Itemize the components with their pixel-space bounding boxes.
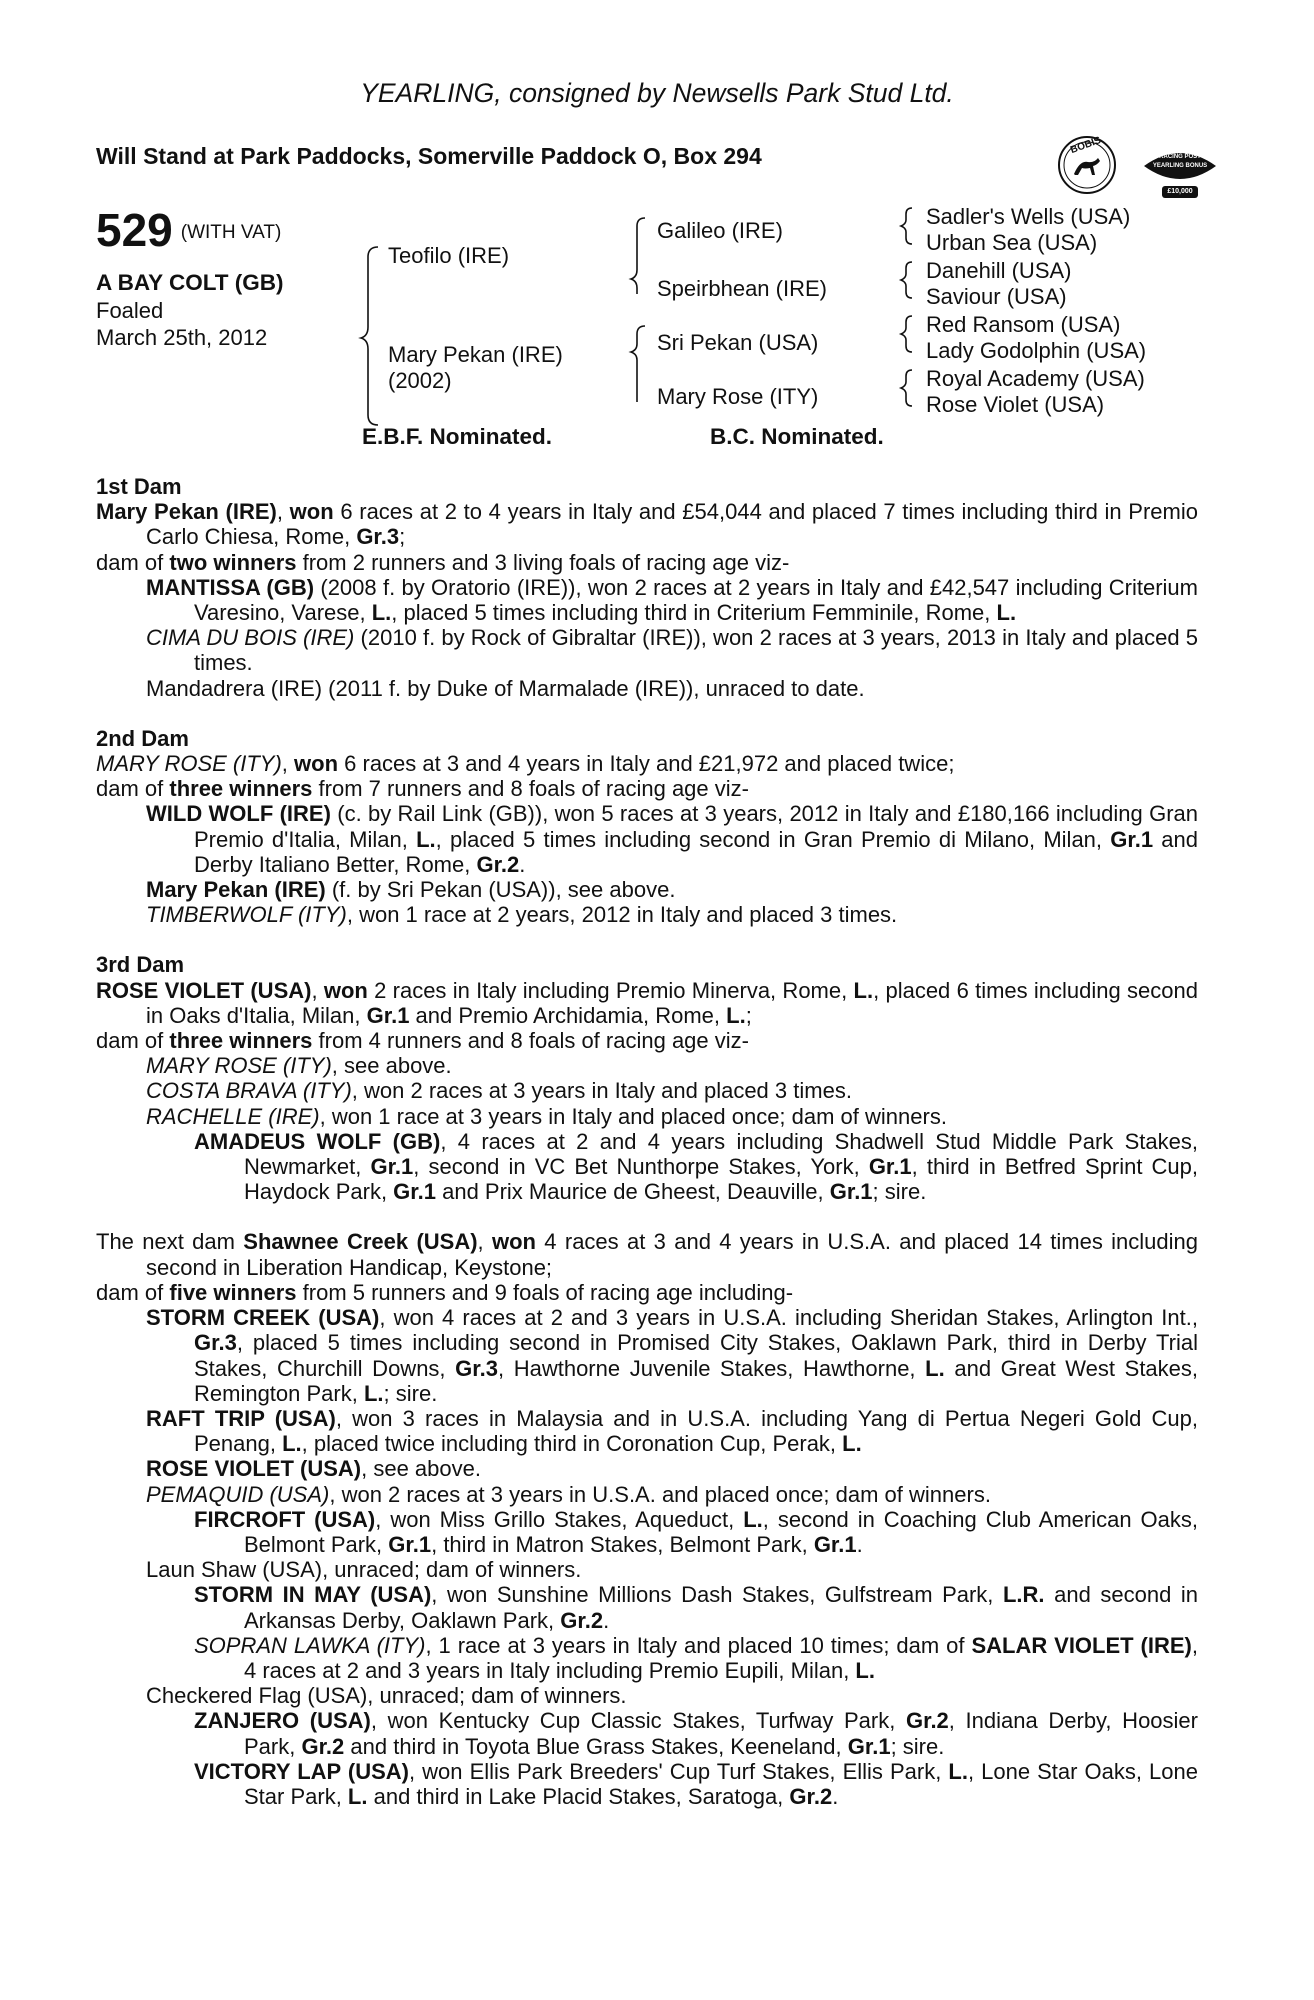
catalogue-body <box>96 474 1198 1809</box>
pedigree-dss: Red Ransom (USA) <box>926 312 1121 337</box>
pedigree-ssd: Urban Sea (USA) <box>926 230 1098 255</box>
dam4-offspring-rose-violet: ROSE VIOLET (USA), see above. <box>146 1456 481 1482</box>
dam1-heading: 1st Dam <box>96 474 182 499</box>
pedigree-sds: Danehill (USA) <box>926 258 1072 283</box>
dam3-offspring-2: COSTA BRAVA (ITY), won 2 races at 3 years in Italy and placed 3 times. <box>146 1078 852 1104</box>
lot-vat: (WITH VAT) <box>180 222 282 243</box>
pedigree-dam-year: (2002) <box>388 368 452 393</box>
dam1-record: Mary Pekan (IRE), won 6 races at 2 to 4 years in Italy and £54,044 and placed 7 times including third in Premio Carlo Chiesa, Rome, Gr.3; <box>96 499 1198 550</box>
dam4-grandoffspring-zanjero: ZANJERO (USA), won Kentucky Cup Classic Stakes, Turfway Park, Gr.2, Indiana Derby, Hoosier Park, Gr.2 and third in Toyota Blue Grass Stakes, Keeneland, Gr.1; sire. <box>194 1708 1198 1759</box>
lot-number: 529 <box>96 204 173 256</box>
pedigree-sire-dam: Speirbhean (IRE) <box>657 276 827 301</box>
dam4-record: The next dam Shawnee Creek (USA), won 4 races at 3 and 4 years in U.S.A. and placed 14 times including second in Liberation Handicap, Keystone; <box>96 1229 1198 1280</box>
lot-description: A BAY COLT (GB) <box>96 270 284 295</box>
dam2-offspring-2: Mary Pekan (IRE) (f. by Sri Pekan (USA)), see above. <box>146 877 676 903</box>
dam1-offspring-2: CIMA DU BOIS (IRE) (2010 f. by Rock of Gibraltar (IRE)), won 2 races at 3 years, 2013 in Italy and placed 5 times. <box>146 625 1198 676</box>
dam3-offspring-3: RACHELLE (IRE), won 1 race at 3 years in Italy and placed once; dam of winners. <box>146 1103 947 1129</box>
dam3-record: ROSE VIOLET (USA), won 2 races in Italy including Premio Minerva, Rome, L., placed 6 times including second in Oaks d'Italia, Milan, Gr.1 and Premio Archidamia, Rome, L.; <box>96 977 1198 1028</box>
dam4-offspring-storm-creek: STORM CREEK (USA), won 4 races at 2 and 3 years in U.S.A. including Sheridan Stakes, Arlington Int., Gr.3, placed 5 times including second in Promised City Stakes, Oaklawn Park, third in Derby Trial Stakes, Churchill Downs, Gr.3, Hawthorne Juvenile Stakes, Hawthorne, L. and Great West Stakes, Remington Park, L.; sire. <box>146 1305 1199 1406</box>
pedigree-dam: Mary Pekan (IRE) <box>388 342 563 367</box>
dam3-grandoffspring-1: AMADEUS WOLF (GB), 4 races at 2 and 4 years including Shadwell Stud Middle Park Stakes, Newmarket, Gr.1, second in VC Bet Nunthorpe Stakes, York, Gr.1, third in Betfred Sprint Cup, Haydock Park, Gr.1 and Prix Maurice de Gheest, Deauville, Gr.1; sire. <box>194 1128 1198 1205</box>
dam4-offspring-raft-trip: RAFT TRIP (USA), won 3 races in Malaysia and in U.S.A. including Yang di Pertua Negeri Gold Cup, Penang, L., placed twice including third in Coronation Cup, Perak, L. <box>146 1405 1198 1457</box>
foaled-label: Foaled <box>96 298 164 323</box>
dam4-grandoffspring-storm-in-may: STORM IN MAY (USA), won Sunshine Millions Dash Stakes, Gulfstream Park, L.R. and second in Arkansas Derby, Oaklawn Park, Gr.2. <box>194 1582 1198 1633</box>
dam1-offspring-1: MANTISSA (GB) (2008 f. by Oratorio (IRE)), won 2 races at 2 years in Italy and £42,547 including Criterium Varesino, Varese, L., placed 5 times including third in Criterium Femminile, Rome, L. <box>146 574 1198 626</box>
pedigree-ddd: Rose Violet (USA) <box>926 392 1105 417</box>
pedigree-dds: Royal Academy (USA) <box>926 366 1145 391</box>
dam3-heading: 3rd Dam <box>96 952 185 978</box>
dam4-grandoffspring-sopran-lawka: SOPRAN LAWKA (ITY), 1 race at 3 years in Italy and placed 10 times; dam of SALAR VIOLET (IRE), 4 races at 2 and 3 years in Italy including Premio Eupili, Milan, L. <box>194 1632 1198 1683</box>
dam2-offspring-3: TIMBERWOLF (ITY), won 1 race at 2 years, 2012 in Italy and placed 3 times. <box>146 902 898 928</box>
dam4-produce-summary: dam of five winners from 5 runners and 9 foals of racing age including- <box>96 1279 794 1305</box>
dam4-offspring-laun-shaw: Laun Shaw (USA), unraced; dam of winners. <box>146 1557 582 1583</box>
dam1-produce-summary: dam of two winners from 2 runners and 3 living foals of racing age viz- <box>96 549 790 575</box>
pedigree-dam-sire: Sri Pekan (USA) <box>657 330 819 355</box>
dam2-record: MARY ROSE (ITY), won 6 races at 3 and 4 years in Italy and £21,972 and placed twice; <box>96 751 955 777</box>
pedigree-dam-dam: Mary Rose (ITY) <box>657 384 819 409</box>
pedigree-sss: Sadler's Wells (USA) <box>926 204 1131 229</box>
pedigree-sire: Teofilo (IRE) <box>388 243 510 268</box>
bonus-logo-amount: £10,000 <box>1167 188 1193 195</box>
stand-location: Will Stand at Park Paddocks, Somerville Paddock O, Box 294 <box>96 143 762 169</box>
bonus-logo-top: RACING POST <box>1159 154 1201 160</box>
dam4-grandoffspring-victory-lap: VICTORY LAP (USA), won Ellis Park Breeders' Cup Turf Stakes, Ellis Park, L., Lone Star Oaks, Lone Star Park, L. and third in Lake Placid Stakes, Saratoga, Gr.2. <box>194 1758 1198 1809</box>
dam3-produce-summary: dam of three winners from 4 runners and 8 foals of racing age viz- <box>96 1028 749 1054</box>
bobis-logo-text: BOBIS <box>1069 134 1103 157</box>
ebf-nominated: E.B.F. Nominated. <box>362 424 553 449</box>
dam4-offspring-checkered-flag: Checkered Flag (USA), unraced; dam of winners. <box>146 1683 627 1709</box>
pedigree-dsd: Lady Godolphin (USA) <box>926 338 1147 363</box>
pedigree-sire-sire: Galileo (IRE) <box>657 218 783 243</box>
pedigree-sdd: Saviour (USA) <box>926 284 1067 309</box>
foaled-date: March 25th, 2012 <box>96 325 268 350</box>
dam1-offspring-3: Mandadrera (IRE) (2011 f. by Duke of Marmalade (IRE)), unraced to date. <box>146 675 865 701</box>
dam1-name: Mary Pekan (IRE) <box>96 499 277 525</box>
dam2-heading: 2nd Dam <box>96 725 189 751</box>
dam3-offspring-1: MARY ROSE (ITY), see above. <box>146 1053 452 1079</box>
page-header: YEARLING, consigned by Newsells Park Stud Ltd. <box>360 78 954 108</box>
dam4-grandoffspring-fircroft: FIRCROFT (USA), won Miss Grillo Stakes, Aqueduct, L., second in Coaching Club American Oaks, Belmont Park, Gr.1, third in Matron Stakes, Belmont Park, Gr.1. <box>194 1506 1199 1557</box>
dam2-offspring-1: WILD WOLF (IRE) (c. by Rail Link (GB)), won 5 races at 3 years, 2012 in Italy and £180,166 including Gran Premio d'Italia, Milan, L., placed 5 times including second in Gran Premio di Milano, Milan, Gr.1 and Derby Italiano Better, Rome, Gr.2. <box>146 801 1198 877</box>
dam4-offspring-pemaquid: PEMAQUID (USA), won 2 races at 3 years in U.S.A. and placed once; dam of winners. <box>146 1481 991 1507</box>
bonus-logo-mid: YEARLING BONUS <box>1152 163 1208 169</box>
dam2-produce-summary: dam of three winners from 7 runners and 8 foals of racing age viz- <box>96 776 749 802</box>
bc-nominated: B.C. Nominated. <box>710 424 884 449</box>
